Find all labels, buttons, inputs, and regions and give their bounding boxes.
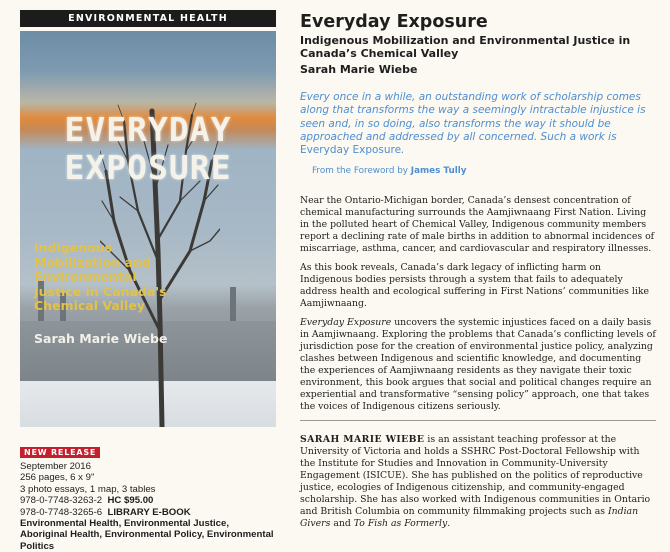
description-book-title: Everyday Exposure [300,317,392,329]
foreword-quote [300,91,656,157]
book-subtitle: Indigenous Mobilization and Environmental Justice in Canada’s Chemical Valley [300,34,631,60]
quote-book-title: Everyday Exposure [300,144,402,157]
quote-text: Every once in a while, an outstanding work of scholarship comes along that transforms the way a seemingly intractable injustice is seen and, in so doing, also transforms the way it should be approached and addressed by all concerned. Such a work is [300,91,646,143]
bio-text: . [447,518,451,530]
bio-text: and [330,518,354,530]
isbn-number: 978-0-7748-3263-2 [20,495,103,507]
isbn-hardcover [20,495,276,506]
isbn-ebook [20,507,276,518]
format-label: LIBRARY E-BOOK [107,506,191,518]
cover-title [20,111,276,187]
bio-author-name: SARAH MARIE WIEBE [300,434,425,446]
format-price: HC $95.00 [107,495,154,507]
quote-end: . [401,144,405,157]
attribution-prefix: From the Foreword by [312,166,411,177]
description-paragraph [300,317,656,413]
description-paragraph: As this book reveals, Canada’s dark legacy of inflicting harm on Indigenous bodies persists through a system that fails to adequately address health and ecological suffering in First Nations’ communities like Aamjiwnaang. [300,262,649,310]
cover-title-line: EVERYDAY [64,110,232,149]
illustration-count: 3 photo essays, 1 map, 3 tables [20,483,156,495]
cover-author: Sarah Marie Wiebe [34,331,168,346]
author-bio [300,434,656,530]
subject-categories: Environmental Health, Environmental Justice, Aboriginal Health, Environmental Policy, Environmental Politics [20,518,274,552]
book-specs [20,461,276,518]
right-column [300,12,656,530]
left-column [20,10,276,552]
description-paragraph: Near the Ontario-Michigan border, Canada’s densest concentration of chemical manufacturing surrounds the Aamjiwnaang First Nation. Living in the polluted heart of Chemical Valley, Indigenous community members report a declining rate of male births in addition to abnormal incidences of miscarriage, asthma, cancer, and cardiovascular and respiratory illnesses. [300,195,655,255]
category-banner: ENVIRONMENTAL HEALTH [20,10,276,27]
cover-subtitle: Indigenous Mobilization and Environmental Justice in Canada's Chemical Valley [34,240,167,313]
bio-film-title: Indian Givers [300,506,639,530]
attribution-name: James Tully [410,166,467,177]
quote-attribution [300,166,656,176]
book-title: Everyday Exposure [300,12,488,32]
bio-text: is an assistant teaching professor at the University of Victoria and holds a SSHRC Post-Doctoral Fellowship with the Institute for Studies and Innovation in Community-University Engagement (ISICUE). She has published on the politics of reproductive justice, ecologies of Indigenous citizenship, and community-engaged scholarship. She has also worked with Indigenous communities in Ontario and British Columbia on community filmmaking projects such as [300,434,651,518]
isbn-number: 978-0-7748-3265-6 [20,506,103,518]
book-cover [20,31,276,427]
cover-title-line: EXPOSURE [64,148,232,187]
description-text: uncovers the systemic injustices faced on a daily basis in Aamjiwnaang. Exploring the problems that Canada’s conflicting levels of jurisdiction pose for the creation of environmental justice policy, analyzing clashes between Indigenous and scientific knowledge, and documenting the experiences of Aamjiwnaang residents as they navigate their toxic environment, this book argues that social and political changes require an experiential and transformative “sensing policy” approach, one that takes the voices of Indigenous citizens seriously. [300,317,656,413]
section-divider [300,420,656,421]
book-description [300,195,656,413]
new-release-badge: NEW RELEASE [20,447,100,458]
page-count: 256 pages, 6 x 9" [20,472,95,484]
book-author: Sarah Marie Wiebe [300,63,418,76]
publication-date: September 2016 [20,461,91,472]
bio-film-title: To Fish as Formerly [353,518,448,530]
